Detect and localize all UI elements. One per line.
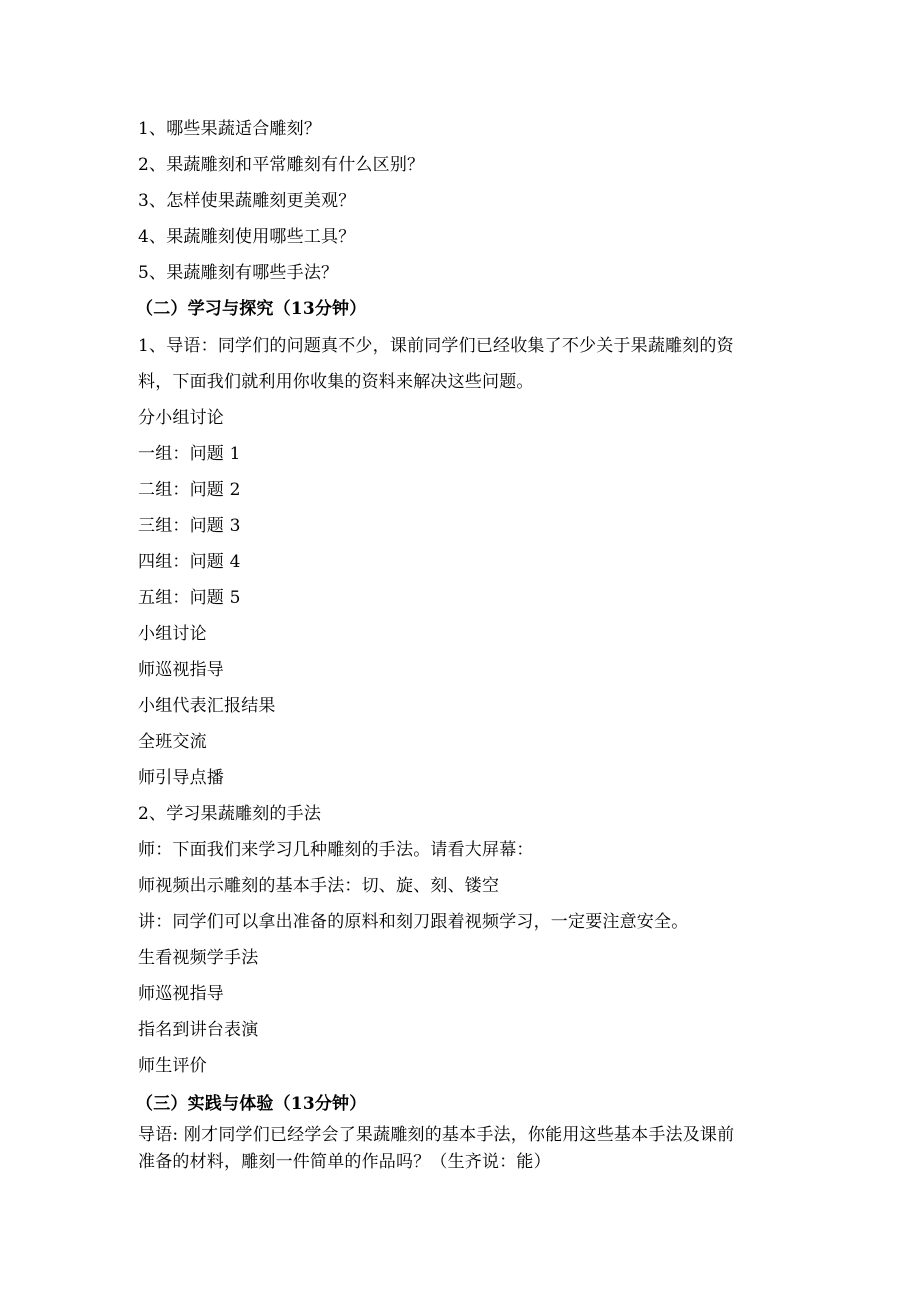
section-3-intro-line-1: 导语: 刚才同学们已经学会了果蔬雕刻的基本手法，你能用这些基本手法及课前: [138, 1125, 735, 1145]
section-2-intro-line-1: 1、导语：同学们的问题真不少，课前同学们已经收集了不少关于果蔬雕刻的资: [138, 336, 734, 356]
teacher-instruction: 师：下面我们来学习几种雕刻的手法。请看大屏幕：: [138, 840, 534, 860]
step-teacher-patrol-2: 师巡视指导: [138, 984, 224, 1004]
subsection-2-title: 2、学习果蔬雕刻的手法: [138, 804, 322, 824]
group-3: 三组：问题 3: [138, 516, 241, 536]
safety-reminder: 讲：同学们可以拿出准备的原料和刻刀跟着视频学习，一定要注意安全。: [138, 912, 689, 932]
group-1: 一组：问题 1: [138, 444, 241, 464]
group-discussion-label: 分小组讨论: [138, 408, 224, 428]
step-group-report: 小组代表汇报结果: [138, 696, 276, 716]
step-teacher-guidance: 师引导点播: [138, 768, 224, 788]
step-watch-video: 生看视频学手法: [138, 948, 259, 968]
group-4: 四组：问题 4: [138, 552, 241, 572]
section-3-heading: （三）实践与体验（13分钟）: [136, 1094, 367, 1114]
step-teacher-patrol: 师巡视指导: [138, 660, 224, 680]
group-5: 五组：问题 5: [138, 588, 241, 608]
step-class-exchange: 全班交流: [138, 732, 207, 752]
step-group-discussion: 小组讨论: [138, 624, 207, 644]
video-techniques: 师视频出示雕刻的基本手法：切、旋、刻、镂空: [138, 876, 500, 896]
section-2-heading: （二）学习与探究（13分钟）: [136, 299, 367, 319]
question-5: 5、果蔬雕刻有哪些手法？: [138, 263, 339, 283]
question-3: 3、怎样使果蔬雕刻更美观？: [138, 191, 356, 211]
question-4: 4、果蔬雕刻使用哪些工具？: [138, 227, 356, 247]
question-2: 2、果蔬雕刻和平常雕刻有什么区别？: [138, 155, 425, 175]
section-3-intro-line-2: 准备的材料，雕刻一件简单的作品吗？（生齐说：能）: [138, 1152, 551, 1172]
step-evaluation: 师生评价: [138, 1056, 207, 1076]
group-2: 二组：问题 2: [138, 480, 241, 500]
section-2-intro-line-2: 料，下面我们就利用你收集的资料来解决这些问题。: [138, 372, 534, 392]
step-podium-demo: 指名到讲台表演: [138, 1020, 259, 1040]
question-1: 1、哪些果蔬适合雕刻？: [138, 119, 322, 139]
